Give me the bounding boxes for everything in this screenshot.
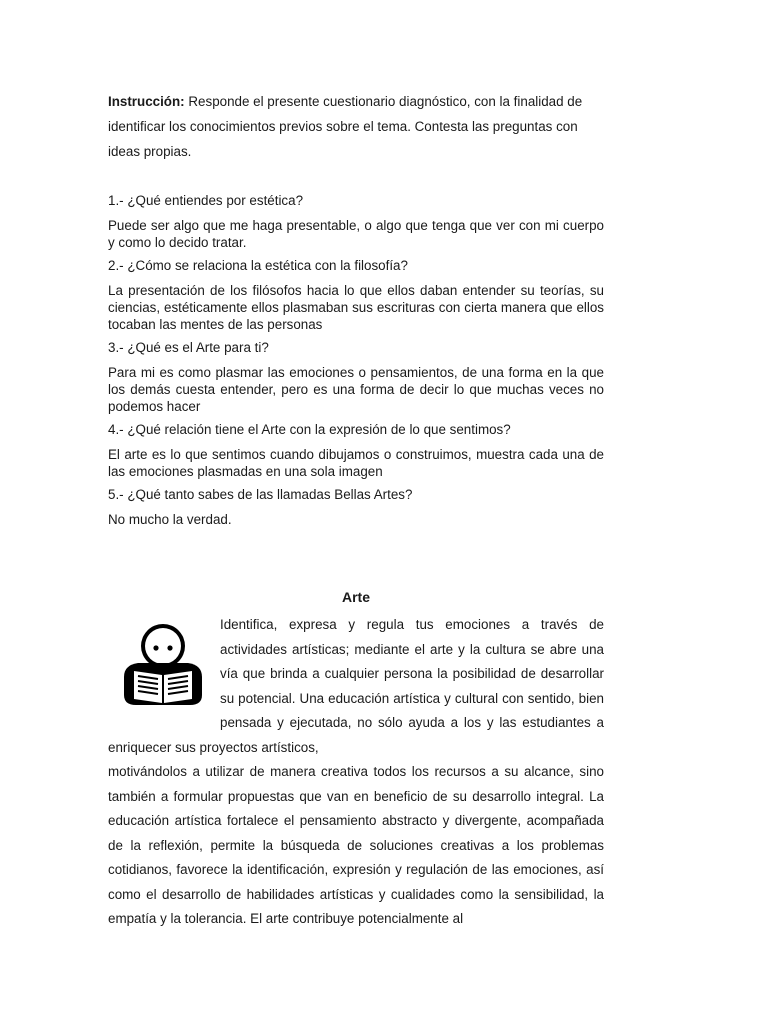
answer-4: El arte es lo que sentimos cuando dibujamos o construimos, muestra cada una de las emociones plasmadas en una sola imagen [108,447,604,479]
section-title: Arte [341,589,370,605]
questionnaire [108,192,604,528]
question-4: 4.- ¿Qué relación tiene el Arte con la expresión de lo que sentimos? [108,422,511,437]
instruction-text: Responde el presente cuestionario diagnóstico, con la finalidad de identificar los conocimientos previos sobre el tema. Contesta las preguntas con ideas propias. [108,94,583,159]
question-5: 5.- ¿Qué tanto sabes de las llamadas Bellas Artes? [108,487,413,502]
arte-paragraph-2: motivándolos a utilizar de manera creativa todos los recursos a su alcance, sino también a formular propuestas que van en beneficio de su desarrollo integral. La educación artística fortalece el pensamiento abstracto y divergente, acompañada de la reflexión, permite la búsqueda de soluciones creativas a los problemas cotidianos, favorece la identificación, expresión y regulación de las emociones, así como el desarrollo de habilidades artísticas y cualidades como la sensibilidad, la empatía y la tolerancia. El arte contribuye potencialmente al [108,764,604,926]
question-1: 1.- ¿Qué entiendes por estética? [108,193,304,208]
arte-section [108,613,604,932]
question-2: 2.- ¿Cómo se relaciona la estética con la filosofía? [108,258,408,273]
answer-1: Puede ser algo que me haga presentable, o algo que tenga que ver con mi cuerpo y como lo decido tratar. [108,218,604,250]
answer-2: La presentación de los filósofos hacia lo que ellos daban entender su teorías, su ciencias, estéticamente ellos plasmaban sus escrituras con cierta manera que ellos tocaban las mentes de las personas [108,283,604,332]
question-3: 3.- ¿Qué es el Arte para ti? [108,340,269,355]
document-page [108,89,604,926]
arte-paragraph-1: Identifica, expresa y regula tus emociones a través de actividades artísticas; mediante el arte y la cultura se abre una vía que brinda a cualquier persona la posibilidad de desarrollar su potencial. Una educación artística y cultural con sentido, bien pensada y ejecutada, no sólo ayuda a los y las estudiantes a enriquecer sus proyectos artísticos, [108,617,604,755]
reading-person-icon [118,619,208,709]
instruction-paragraph [108,89,604,164]
instruction-label: Instrucción: [108,94,185,109]
answer-3: Para mi es como plasmar las emociones o pensamientos, de una forma en la que los demás cuesta entender, pero es una forma de decir lo que muchas veces no podemos hacer [108,365,604,414]
answer-5: No mucho la verdad. [108,512,232,527]
